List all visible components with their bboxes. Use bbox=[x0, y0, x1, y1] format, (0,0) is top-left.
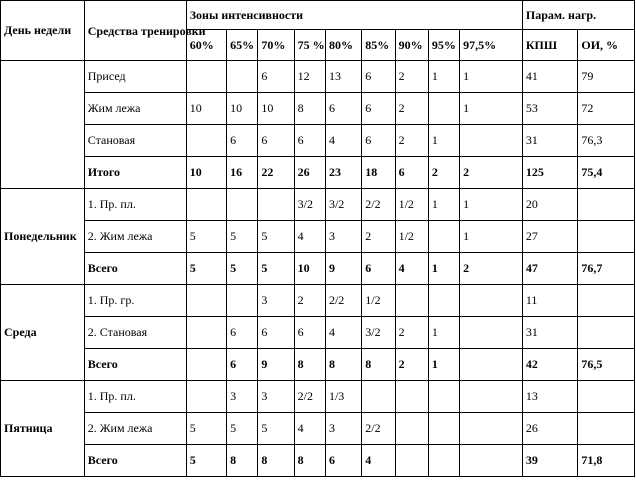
zone-value-cell: 16 bbox=[227, 157, 258, 189]
day-cell: Пятница bbox=[1, 381, 85, 477]
zone-header-cell: 75 % bbox=[294, 30, 325, 61]
zone-value-cell: 1 bbox=[460, 221, 523, 253]
param-value-cell bbox=[578, 221, 635, 253]
table-row bbox=[1, 61, 635, 93]
zone-value-cell: 6 bbox=[325, 93, 361, 125]
zone-value-cell: 6 bbox=[258, 125, 294, 157]
table-row bbox=[1, 317, 635, 349]
zone-value-cell: 3/2 bbox=[362, 317, 395, 349]
param-value-cell: 13 bbox=[522, 381, 578, 413]
zone-value-cell: 3 bbox=[258, 285, 294, 317]
zone-value-cell: 6 bbox=[395, 157, 428, 189]
zone-value-cell bbox=[186, 125, 226, 157]
table-row bbox=[1, 93, 635, 125]
param-value-cell: 76,3 bbox=[578, 125, 635, 157]
zone-header-cell: 90% bbox=[395, 30, 428, 61]
zone-value-cell bbox=[395, 381, 428, 413]
zone-value-cell: 3 bbox=[325, 413, 361, 445]
param-value-cell bbox=[578, 189, 635, 221]
zone-value-cell bbox=[258, 189, 294, 221]
zone-value-cell: 1/2 bbox=[362, 285, 395, 317]
zone-value-cell: 2 bbox=[395, 317, 428, 349]
header-zones-cell: Зоны интенсивности bbox=[186, 1, 522, 30]
param-value-cell: 79 bbox=[578, 61, 635, 93]
zone-value-cell bbox=[428, 445, 459, 477]
zone-value-cell: 9 bbox=[325, 253, 361, 285]
zone-header-cell: 80% bbox=[325, 30, 361, 61]
total-row bbox=[1, 157, 635, 189]
means-cell: Становая bbox=[84, 125, 186, 157]
zone-value-cell: 1/2 bbox=[395, 189, 428, 221]
zone-value-cell: 5 bbox=[258, 221, 294, 253]
zone-value-cell: 6 bbox=[362, 253, 395, 285]
zone-value-cell: 3/2 bbox=[294, 189, 325, 221]
zone-value-cell: 22 bbox=[258, 157, 294, 189]
zone-value-cell: 10 bbox=[186, 93, 226, 125]
zone-value-cell: 13 bbox=[325, 61, 361, 93]
zone-value-cell: 26 bbox=[294, 157, 325, 189]
zone-value-cell: 5 bbox=[186, 253, 226, 285]
zone-value-cell: 5 bbox=[227, 253, 258, 285]
param-value-cell: 31 bbox=[522, 125, 578, 157]
zone-value-cell bbox=[395, 285, 428, 317]
day-cell: Среда bbox=[1, 285, 85, 381]
param-value-cell: 39 bbox=[522, 445, 578, 477]
zone-value-cell: 6 bbox=[258, 61, 294, 93]
param-value-cell: 20 bbox=[522, 189, 578, 221]
means-cell: Всего bbox=[84, 253, 186, 285]
param-value-cell: 31 bbox=[522, 317, 578, 349]
zone-value-cell: 3 bbox=[325, 221, 361, 253]
zone-value-cell: 6 bbox=[325, 445, 361, 477]
zone-value-cell: 10 bbox=[258, 93, 294, 125]
zone-value-cell: 1 bbox=[460, 93, 523, 125]
zone-value-cell bbox=[460, 317, 523, 349]
zone-value-cell: 6 bbox=[362, 125, 395, 157]
zone-header-cell: 70% bbox=[258, 30, 294, 61]
zone-header-cell: 97,5% bbox=[460, 30, 523, 61]
zone-value-cell: 1 bbox=[428, 253, 459, 285]
param-value-cell: 72 bbox=[578, 93, 635, 125]
zone-value-cell: 4 bbox=[325, 125, 361, 157]
zone-header-cell: 65% bbox=[227, 30, 258, 61]
zone-value-cell bbox=[186, 61, 226, 93]
means-cell: Всего bbox=[84, 349, 186, 381]
means-cell: 1. Пр. пл. bbox=[84, 189, 186, 221]
zone-value-cell bbox=[428, 93, 459, 125]
zone-value-cell: 4 bbox=[362, 445, 395, 477]
zone-value-cell: 6 bbox=[294, 317, 325, 349]
zone-value-cell: 2 bbox=[428, 157, 459, 189]
zone-value-cell: 6 bbox=[227, 125, 258, 157]
table-row bbox=[1, 189, 635, 221]
means-cell: Жим лежа bbox=[84, 93, 186, 125]
zone-value-cell: 2/2 bbox=[362, 413, 395, 445]
zone-value-cell: 6 bbox=[362, 61, 395, 93]
table-row bbox=[1, 381, 635, 413]
zone-value-cell: 2 bbox=[362, 221, 395, 253]
zone-value-cell: 1 bbox=[460, 61, 523, 93]
param-header-cell: КПШ bbox=[522, 30, 578, 61]
zone-value-cell: 5 bbox=[186, 445, 226, 477]
zone-value-cell bbox=[186, 381, 226, 413]
zone-value-cell: 3 bbox=[258, 381, 294, 413]
param-value-cell: 27 bbox=[522, 221, 578, 253]
zone-value-cell: 1 bbox=[428, 349, 459, 381]
param-header-cell: ОИ, % bbox=[578, 30, 635, 61]
param-value-cell: 125 bbox=[522, 157, 578, 189]
zone-value-cell: 2 bbox=[460, 157, 523, 189]
day-cell: Понедельник bbox=[1, 189, 85, 285]
table-row bbox=[1, 285, 635, 317]
zone-value-cell bbox=[186, 317, 226, 349]
zone-value-cell: 1 bbox=[428, 189, 459, 221]
zone-value-cell: 5 bbox=[186, 221, 226, 253]
zone-value-cell: 5 bbox=[258, 413, 294, 445]
zone-value-cell: 5 bbox=[227, 413, 258, 445]
param-value-cell bbox=[578, 285, 635, 317]
header-day-cell: День недели bbox=[1, 1, 85, 61]
means-cell: 1. Пр. пл. bbox=[84, 381, 186, 413]
zone-header-cell: 60% bbox=[186, 30, 226, 61]
zone-value-cell bbox=[186, 349, 226, 381]
zone-value-cell: 10 bbox=[227, 93, 258, 125]
zone-value-cell: 1/3 bbox=[325, 381, 361, 413]
zone-value-cell: 1 bbox=[428, 125, 459, 157]
zone-value-cell: 1 bbox=[428, 61, 459, 93]
param-value-cell: 76,7 bbox=[578, 253, 635, 285]
zone-value-cell: 8 bbox=[294, 93, 325, 125]
means-cell: 2. Жим лежа bbox=[84, 221, 186, 253]
zone-value-cell: 8 bbox=[294, 445, 325, 477]
param-value-cell bbox=[578, 413, 635, 445]
zone-header-cell: 95% bbox=[428, 30, 459, 61]
table-row bbox=[1, 125, 635, 157]
param-value-cell: 11 bbox=[522, 285, 578, 317]
means-cell: Итого bbox=[84, 157, 186, 189]
means-cell: Присед bbox=[84, 61, 186, 93]
total-row bbox=[1, 445, 635, 477]
total-row bbox=[1, 253, 635, 285]
zone-value-cell: 2 bbox=[395, 125, 428, 157]
day-cell bbox=[1, 61, 85, 189]
param-value-cell: 71,8 bbox=[578, 445, 635, 477]
zone-value-cell bbox=[428, 413, 459, 445]
means-cell: 2. Становая bbox=[84, 317, 186, 349]
zone-value-cell bbox=[460, 413, 523, 445]
param-value-cell: 75,4 bbox=[578, 157, 635, 189]
zone-value-cell bbox=[460, 285, 523, 317]
zone-value-cell: 6 bbox=[294, 125, 325, 157]
zone-value-cell bbox=[362, 381, 395, 413]
zone-value-cell: 2/2 bbox=[325, 285, 361, 317]
zone-value-cell: 4 bbox=[395, 253, 428, 285]
zone-value-cell: 6 bbox=[362, 93, 395, 125]
zone-value-cell: 5 bbox=[186, 413, 226, 445]
param-value-cell: 76,5 bbox=[578, 349, 635, 381]
param-value-cell: 47 bbox=[522, 253, 578, 285]
zone-value-cell bbox=[395, 445, 428, 477]
zone-value-cell: 1 bbox=[428, 317, 459, 349]
zone-value-cell: 2/2 bbox=[362, 189, 395, 221]
header-means-cell: Средства тренировки bbox=[84, 1, 186, 61]
zone-value-cell: 2 bbox=[395, 349, 428, 381]
zone-value-cell bbox=[460, 349, 523, 381]
zone-value-cell: 2/2 bbox=[294, 381, 325, 413]
zone-value-cell: 8 bbox=[227, 445, 258, 477]
zone-value-cell: 2 bbox=[460, 253, 523, 285]
param-value-cell bbox=[578, 317, 635, 349]
zone-value-cell: 23 bbox=[325, 157, 361, 189]
zone-value-cell: 1 bbox=[460, 189, 523, 221]
zone-value-cell bbox=[395, 413, 428, 445]
means-cell: Всего bbox=[84, 445, 186, 477]
zone-value-cell bbox=[227, 285, 258, 317]
param-value-cell: 53 bbox=[522, 93, 578, 125]
zone-value-cell: 5 bbox=[258, 253, 294, 285]
zone-value-cell bbox=[428, 221, 459, 253]
zone-value-cell bbox=[186, 189, 226, 221]
param-value-cell: 42 bbox=[522, 349, 578, 381]
zone-value-cell: 2 bbox=[395, 93, 428, 125]
zone-value-cell: 5 bbox=[227, 221, 258, 253]
zone-value-cell: 8 bbox=[258, 445, 294, 477]
header-params-cell: Парам. нагр. bbox=[522, 1, 634, 30]
zone-value-cell: 6 bbox=[258, 317, 294, 349]
zone-value-cell bbox=[227, 61, 258, 93]
zone-value-cell: 4 bbox=[294, 413, 325, 445]
zone-value-cell bbox=[460, 381, 523, 413]
total-row bbox=[1, 349, 635, 381]
zone-value-cell: 8 bbox=[294, 349, 325, 381]
zone-value-cell: 3/2 bbox=[325, 189, 361, 221]
zone-value-cell bbox=[227, 189, 258, 221]
zone-value-cell: 10 bbox=[186, 157, 226, 189]
zone-value-cell bbox=[428, 381, 459, 413]
means-cell: 1. Пр. гр. bbox=[84, 285, 186, 317]
zone-value-cell: 6 bbox=[227, 349, 258, 381]
zone-value-cell: 4 bbox=[294, 221, 325, 253]
zone-value-cell bbox=[186, 285, 226, 317]
table-row bbox=[1, 221, 635, 253]
param-value-cell: 41 bbox=[522, 61, 578, 93]
zone-value-cell bbox=[460, 125, 523, 157]
zone-header-cell: 85% bbox=[362, 30, 395, 61]
zone-value-cell: 12 bbox=[294, 61, 325, 93]
table-row bbox=[1, 413, 635, 445]
zone-value-cell: 2 bbox=[395, 61, 428, 93]
zone-value-cell: 8 bbox=[325, 349, 361, 381]
header-row-top bbox=[1, 1, 635, 30]
param-value-cell bbox=[578, 381, 635, 413]
zone-value-cell: 2 bbox=[294, 285, 325, 317]
param-value-cell: 26 bbox=[522, 413, 578, 445]
zone-value-cell bbox=[460, 445, 523, 477]
means-cell: 2. Жим лежа bbox=[84, 413, 186, 445]
zone-value-cell: 18 bbox=[362, 157, 395, 189]
zone-value-cell: 8 bbox=[362, 349, 395, 381]
zone-value-cell: 4 bbox=[325, 317, 361, 349]
zone-value-cell bbox=[428, 285, 459, 317]
zone-value-cell: 1/2 bbox=[395, 221, 428, 253]
zone-value-cell: 6 bbox=[227, 317, 258, 349]
zone-value-cell: 10 bbox=[294, 253, 325, 285]
zone-value-cell: 3 bbox=[227, 381, 258, 413]
zone-value-cell: 9 bbox=[258, 349, 294, 381]
